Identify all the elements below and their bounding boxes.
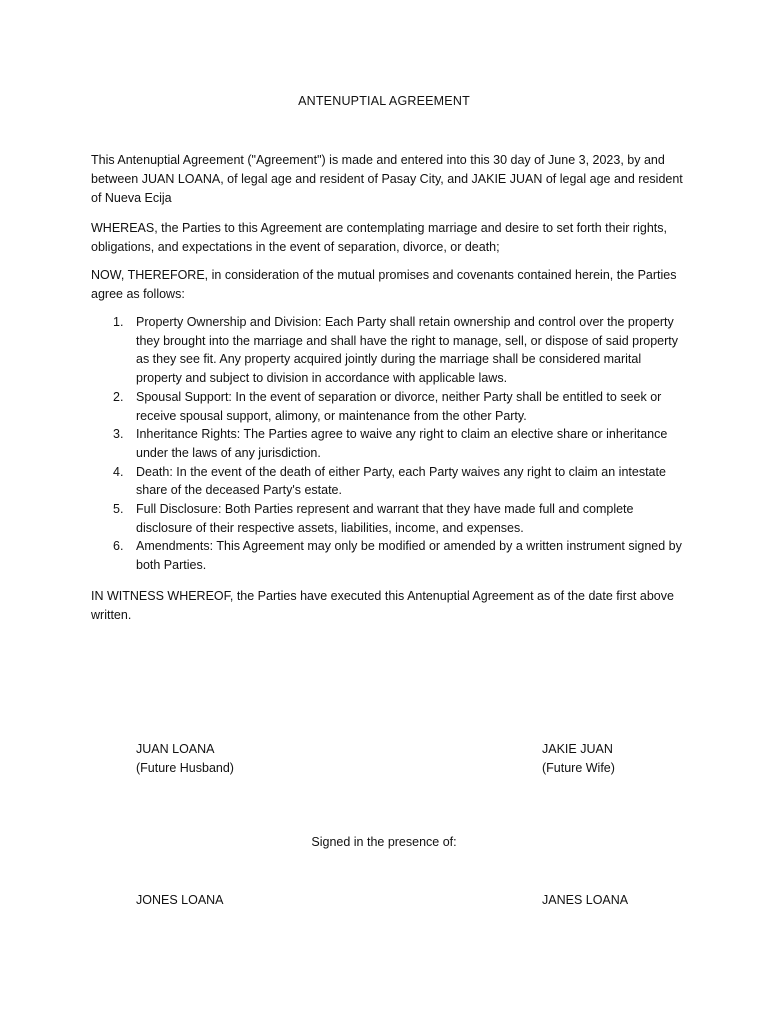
witness-left: JONES LOANA	[136, 893, 224, 907]
clause-item	[91, 537, 683, 574]
clause-item	[91, 425, 683, 462]
clause-text: Property Ownership and Division: Each Party shall retain ownership and control over the property they brought into the marriage and shall have the right to manage, sell, or dispose of said property as they see fit. Any property acquired jointly during the marriage shall be considered marital property and subject to division in accordance with applicable laws.	[136, 315, 678, 386]
signatory-role: (Future Wife)	[542, 761, 615, 775]
now-therefore-paragraph: NOW, THEREFORE, in consideration of the mutual promises and covenants contained herein, the Parties agree as follows:	[91, 268, 677, 301]
signatory-wife	[542, 740, 615, 778]
whereas-paragraph: WHEREAS, the Parties to this Agreement are contemplating marriage and desire to set forth their rights, obligations, and expectations in the event of separation, divorce, or death;	[91, 221, 667, 254]
clause-text: Full Disclosure: Both Parties represent and warrant that they have made full and complete disclosure of their respective assets, liabilities, income, and expenses.	[136, 502, 634, 535]
document-title: ANTENUPTIAL AGREEMENT	[298, 94, 470, 108]
clause-number: 6.	[113, 539, 124, 554]
clause-number: 3.	[113, 427, 124, 442]
clause-number: 4.	[113, 464, 124, 479]
clause-text: Inheritance Rights: The Parties agree to waive any right to claim an elective share or inheritance under the laws of any jurisdiction.	[136, 427, 668, 460]
signatory-role: (Future Husband)	[136, 761, 234, 775]
intro-paragraph: This Antenuptial Agreement ("Agreement") is made and entered into this 30 day of June 3, 2023, by and between JUAN LOANA, of legal age and resident of Pasay City, and JAKIE JUAN of legal age and resident of Nueva Ecija	[91, 153, 683, 205]
presence-label: Signed in the presence of:	[311, 835, 457, 849]
clause-text: Spousal Support: In the event of separation or divorce, neither Party shall be entitled to seek or receive spousal support, alimony, or maintenance from the other Party.	[136, 389, 662, 423]
clause-number: 2.	[113, 389, 124, 404]
signatory-husband	[136, 740, 234, 778]
clause-item	[91, 388, 683, 425]
clause-number: 5.	[113, 502, 124, 517]
signatory-name: JUAN LOANA	[136, 742, 215, 756]
witness-right: JANES LOANA	[542, 893, 629, 907]
clause-text: Death: In the event of the death of either Party, each Party waives any right to claim an intestate share of the deceased Party's estate.	[136, 464, 666, 498]
clause-text: Amendments: This Agreement may only be modified or amended by a written instrument signed by both Parties.	[136, 539, 682, 573]
clause-number: 1.	[113, 315, 124, 329]
clause-list	[91, 313, 683, 575]
signatory-name: JAKIE JUAN	[542, 742, 613, 756]
witness-clause: IN WITNESS WHEREOF, the Parties have executed this Antenuptial Agreement as of the date first above written.	[91, 589, 674, 622]
clause-item	[91, 463, 683, 500]
clause-item	[91, 313, 683, 388]
clause-item	[91, 500, 683, 537]
